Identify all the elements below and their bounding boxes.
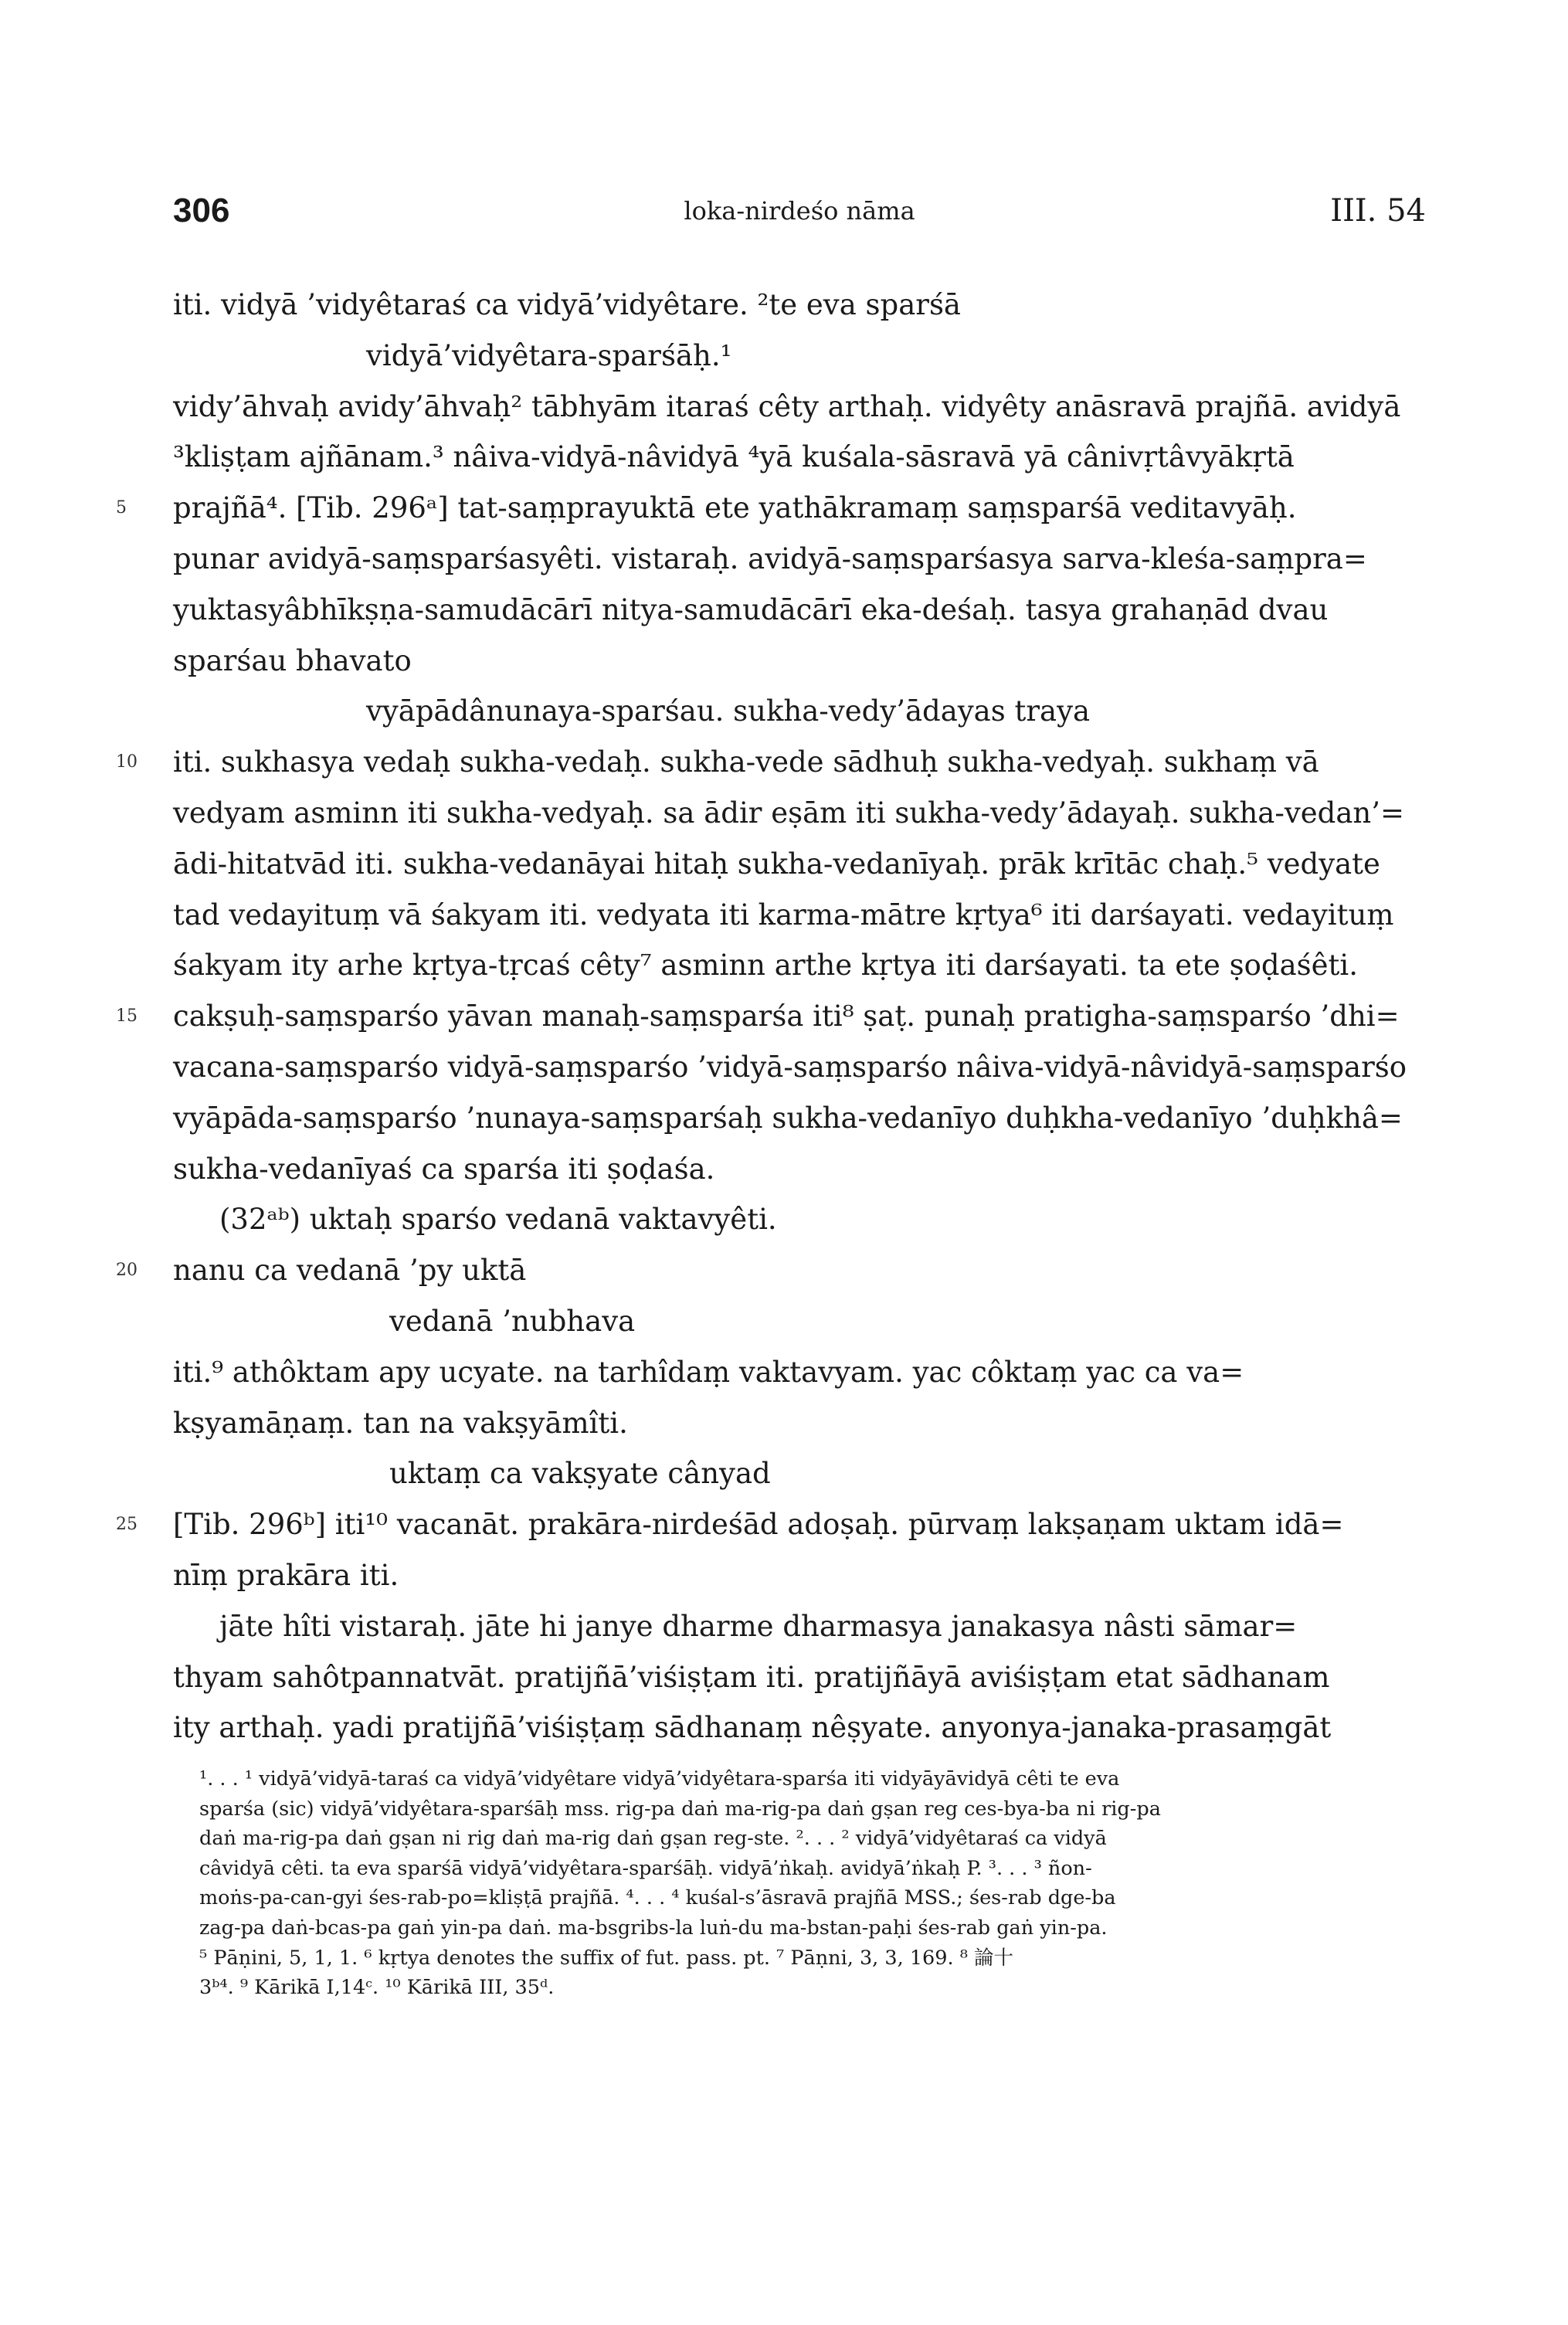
line-text: ādi-hitatvād iti. sukha-vedanāyai hitaḥ sukha-vedanīyaḥ. prāk krītāc chaḥ.⁵ vedyate [173, 847, 1380, 881]
text-line [173, 890, 1426, 941]
text-line [173, 788, 1426, 839]
page-number: 306 [173, 192, 230, 229]
text-line [173, 382, 1426, 433]
text-line [173, 636, 1426, 687]
text-line [173, 331, 1426, 382]
text-line [116, 1245, 1426, 1296]
text-line [173, 1652, 1426, 1703]
line-text: [Tib. 296ᵇ] iti¹⁰ vacanāt. prakāra-nirdeśād adoṣaḥ. pūrvaṃ lakṣaṇam uktam idā= [173, 1508, 1344, 1542]
line-text: śakyam ity arhe kṛtya-tṛcaś cêty⁷ asminn arthe kṛtya iti darśayati. ta ete ṣoḍaśêti. [173, 949, 1359, 983]
text-line [173, 839, 1426, 890]
text-line [173, 1296, 1426, 1347]
line-text: (32ᵃᵇ) uktaḥ sparśo vedanā vaktavyêti. [219, 1203, 777, 1237]
text-line [116, 991, 1426, 1042]
text-line [173, 1398, 1426, 1449]
line-text: prajñā⁴. [Tib. 296ᵃ] tat-saṃprayuktā ete yathākramaṃ saṃsparśā veditavyāḥ. [173, 491, 1297, 525]
text-line [173, 1093, 1426, 1144]
line-text: vedyam asminn iti sukha-vedyaḥ. sa ādir eṣām iti sukha-vedy’ādayaḥ. sukha-vedan’= [173, 796, 1404, 830]
footnote-line: 3ᵇ⁴. ⁹ Kārikā I,14ᶜ. ¹⁰ Kārikā III, 35ᵈ. [199, 1976, 555, 2000]
text-line [116, 1499, 1426, 1550]
footnote-line: daṅ ma-rig-pa daṅ gṣan ni rig daṅ ma-rig daṅ gṣan reg-ste. ². . . ² vidyā’vidyêtaraś ca vidyā [199, 1827, 1107, 1851]
footnote-line: câvidyā cêti. ta eva sparśā vidyā’vidyêtara-sparśāḥ. vidyā’ṅkaḥ. avidyā’ṅkaḥ P. ³. . . ³ ñon- [199, 1856, 1092, 1880]
line-text: iti.⁹ athôktam apy ucyate. na tarhîdaṃ vaktavyam. yac côktaṃ yac ca va= [173, 1355, 1244, 1389]
footnote-line: moṅs-pa-can-gyi śes-rab-po=kliṣṭā prajñā. ⁴. . . ⁴ kuśal-s’āsravā prajñā MSS.; śes-rab dge-ba [199, 1886, 1116, 1910]
line-text: tad vedayituṃ vā śakyam iti. vedyata iti karma-mātre kṛtya⁶ iti darśayati. vedayituṃ [173, 898, 1394, 932]
line-text: kṣyamāṇaṃ. tan na vakṣyāmîti. [173, 1406, 628, 1440]
running-title: loka-nirdeśo nāma [684, 196, 915, 226]
text-line [173, 585, 1426, 636]
line-text: ³kliṣṭam ajñānam.³ nâiva-vidyā-nâvidyā ⁴yā kuśala-sāsravā yā cânivṛtâvyākṛtā [173, 440, 1295, 474]
line-number: 20 [116, 1261, 137, 1281]
line-text: vacana-saṃsparśo vidyā-saṃsparśo ’vidyā-saṃsparśo nâiva-vidyā-nâvidyā-saṃsparśo [173, 1050, 1407, 1084]
text-line [173, 1601, 1426, 1652]
text-line [173, 1194, 1426, 1245]
text-line [173, 1550, 1426, 1601]
text-line [173, 1448, 1426, 1499]
line-text: vedanā ’nubhava [389, 1304, 636, 1338]
text-line [173, 686, 1426, 737]
line-text: punar avidyā-saṃsparśasyêti. vistaraḥ. avidyā-saṃsparśasya sarva-kleśa-saṃpra= [173, 541, 1367, 575]
line-text: cakṣuḥ-saṃsparśo yāvan manaḥ-saṃsparśa iti⁸ ṣaṭ. punaḥ pratigha-saṃsparśo ’dhi= [173, 1000, 1400, 1034]
text-line [173, 940, 1426, 991]
line-text: vyāpādânunaya-sparśau. sukha-vedy’ādayas traya [366, 694, 1091, 728]
line-text: vidy’āhvaḥ avidy’āhvaḥ² tābhyām itaraś cêty arthaḥ. vidyêty anāsravā prajñā. avidyā [173, 389, 1401, 423]
text-line [116, 483, 1426, 534]
footnote-line: ¹. . . ¹ vidyā’vidyā-taraś ca vidyā’vidyêtare vidyā’vidyêtara-sparśa iti vidyāyāvidyā cêti te eva [199, 1767, 1120, 1790]
text-line [173, 534, 1426, 585]
line-text: vyāpāda-saṃsparśo ’nunaya-saṃsparśaḥ sukha-vedanīyo duḥkha-vedanīyo ’duḥkhâ= [173, 1101, 1403, 1135]
line-text: vidyā’vidyêtara-sparśāḥ.¹ [366, 338, 732, 372]
footnote-line: sparśa (sic) vidyā’vidyêtara-sparśāḥ mss. rig-pa daṅ ma-rig-pa daṅ gṣan reg ces-bya-ba ni rig-pa [199, 1797, 1161, 1821]
line-text: ity arthaḥ. yadi pratijñā’viśiṣṭaṃ sādhanaṃ nêṣyate. anyonya-janaka-prasaṃgāt [173, 1711, 1332, 1745]
text-line [116, 737, 1426, 788]
line-text: iti. vidyā ’vidyêtaraś ca vidyā’vidyêtare. ²te eva sparśā [173, 288, 961, 321]
footnote-line: ⁵ Pāṇini, 5, 1, 1. ⁶ kṛtya denotes the suffix of fut. pass. pt. ⁷ Pāṇni, 3, 3, 169. ⁸ 論十 [199, 1946, 1014, 1970]
footnote-line: zag-pa daṅ-bcas-pa gaṅ yin-pa daṅ. ma-bsgribs-la luṅ-du ma-bstan-paḥi śes-rab gaṅ yin-pa. [199, 1916, 1108, 1940]
text-line [173, 1347, 1426, 1398]
section-reference: III. 54 [1330, 193, 1426, 229]
text-line [173, 1702, 1426, 1753]
line-text: nanu ca vedanā ’py uktā [173, 1254, 527, 1288]
line-text: uktaṃ ca vakṣyate cânyad [389, 1457, 771, 1491]
line-number: 25 [116, 1515, 137, 1535]
text-line [173, 280, 1426, 331]
page-header [173, 192, 1426, 238]
main-text [116, 280, 1426, 1753]
line-text: iti. sukhasya vedaḥ sukha-vedaḥ. sukha-vede sādhuḥ sukha-vedyaḥ. sukhaṃ vā [173, 745, 1319, 779]
text-line [173, 1042, 1426, 1093]
line-text: sukha-vedanīyaś ca sparśa iti ṣoḍaśa. [173, 1152, 715, 1186]
line-number: 5 [116, 498, 127, 518]
line-text: sparśau bhavato [173, 643, 412, 677]
line-text: thyam sahôtpannatvāt. pratijñā’viśiṣṭam iti. pratijñāyā aviśiṣṭam etat sādhanam [173, 1660, 1330, 1694]
line-text: yuktasyâbhīkṣṇa-samudācārī nitya-samudācārī eka-deśaḥ. tasya grahaṇād dvau [173, 592, 1329, 626]
text-line [173, 432, 1426, 483]
line-text: nīṃ prakāra iti. [173, 1558, 399, 1592]
footnotes [199, 1764, 1426, 2003]
line-text: jāte hîti vistaraḥ. jāte hi janye dharme dharmasya janakasya nâsti sāmar= [219, 1609, 1298, 1643]
line-number: 15 [116, 1006, 137, 1027]
line-number: 10 [116, 752, 137, 772]
text-line [173, 1144, 1426, 1195]
